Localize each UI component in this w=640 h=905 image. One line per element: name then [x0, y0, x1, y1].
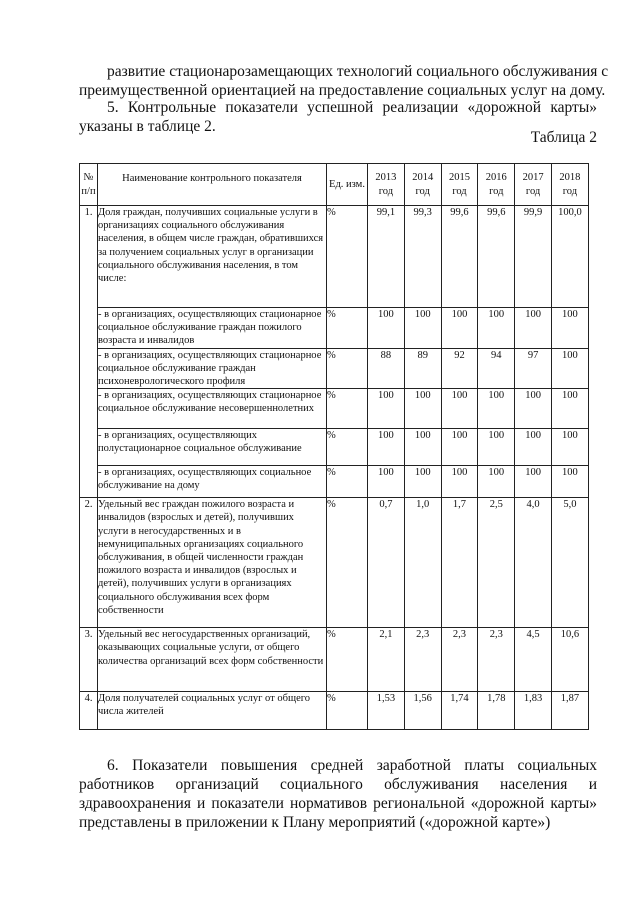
row-2-value-2013: 0,7: [368, 498, 405, 628]
table-header-row: [80, 164, 589, 206]
row-1-sub-1-unit: %: [327, 308, 368, 349]
section-5-paragraph: [79, 98, 597, 136]
row-1-sub-3-value-2014: 100: [404, 389, 441, 429]
row-3-value-2018: 10,6: [551, 628, 588, 692]
header-year-2014: 2014 год: [404, 164, 441, 206]
section-6-line-4: представлены в приложении к Плану мероприятий («дорожной карте»): [79, 814, 551, 831]
table-row-3: [80, 628, 589, 692]
row-1-sub-3-value-2017: 100: [515, 389, 552, 429]
table-row-2: [80, 498, 589, 628]
row-1-sub-1-value-2016: 100: [478, 308, 515, 349]
table-row-1-sub-5: [80, 466, 589, 498]
intro-line-1: развитие стационарозамещающих технологий социального обслуживания с: [107, 63, 609, 80]
table-row-1-sub-1: [80, 308, 589, 349]
row-2-value-2016: 2,5: [478, 498, 515, 628]
row-1-sub-3-value-2018: 100: [551, 389, 588, 429]
row-1-sub-5-value-2017: 100: [515, 466, 552, 498]
row-2-value-2017: 4,0: [515, 498, 552, 628]
row-1-sub-3-name: - в организациях, осуществляющих стационарное социальное обслуживание несовершеннолетних: [98, 389, 327, 429]
row-1-sub-5-unit: %: [327, 466, 368, 498]
row-2-unit: %: [327, 498, 368, 628]
header-name: Наименование контрольного показателя: [98, 164, 327, 206]
intro-paragraph: [79, 62, 609, 100]
row-2-num: 2.: [80, 498, 98, 628]
intro-line-2: преимущественной ориентацией на предоставление социальных услуг на дому.: [79, 82, 606, 99]
row-1-unit: %: [327, 206, 368, 308]
row-1-sub-4-name: - в организациях, осуществляющих полустационарное социальное обслуживание: [98, 429, 327, 466]
row-1-sub-2-name: - в организациях, осуществляющих стационарное социальное обслуживание граждан психоневрологического профиля: [98, 348, 327, 389]
table-row-1-sub-2: [80, 348, 589, 389]
row-4-value-2018: 1,87: [551, 692, 588, 730]
row-1-name: Доля граждан, получивших социальные услуги в организациях социального обслуживания населения, в общем числе граждан, обратившихся за получением социальных услуг в организации социального обслуживания населения, в том числе:: [98, 206, 327, 308]
row-2-value-2018: 5,0: [551, 498, 588, 628]
row-4-num: 4.: [80, 692, 98, 730]
section-6-line-1: 6. Показатели повышения средней заработной платы социальных: [107, 757, 597, 774]
row-1-sub-4-value-2014: 100: [404, 429, 441, 466]
row-1-sub-1-value-2015: 100: [441, 308, 478, 349]
row-3-num: 3.: [80, 628, 98, 692]
row-1-sub-4-unit: %: [327, 429, 368, 466]
row-4-value-2016: 1,78: [478, 692, 515, 730]
row-1-sub-4-value-2016: 100: [478, 429, 515, 466]
row-1-sub-2-value-2017: 97: [515, 348, 552, 389]
row-1-sub-5-value-2018: 100: [551, 466, 588, 498]
row-1-sub-2-value-2015: 92: [441, 348, 478, 389]
row-4-unit: %: [327, 692, 368, 730]
section-6-line-2: работников организаций социального обслуживания населения и: [79, 776, 597, 793]
row-1-num: 1.: [80, 206, 98, 498]
row-1-sub-3-value-2016: 100: [478, 389, 515, 429]
section-6-line-3: здравоохранения и показатели нормативов региональной «дорожной карты»: [79, 795, 597, 812]
row-1-sub-2-value-2016: 94: [478, 348, 515, 389]
row-1-sub-2-value-2014: 89: [404, 348, 441, 389]
row-2-value-2014: 1,0: [404, 498, 441, 628]
row-4-value-2017: 1,83: [515, 692, 552, 730]
row-1-sub-5-value-2015: 100: [441, 466, 478, 498]
table-caption: Таблица 2: [530, 129, 597, 146]
row-1-sub-1-value-2017: 100: [515, 308, 552, 349]
row-3-value-2017: 4,5: [515, 628, 552, 692]
header-year-2018: 2018 год: [551, 164, 588, 206]
row-1-sub-5-value-2014: 100: [404, 466, 441, 498]
row-4-name: Доля получателей социальных услуг от общего числа жителей: [98, 692, 327, 730]
row-1-sub-1-value-2013: 100: [368, 308, 405, 349]
row-2-name: Удельный вес граждан пожилого возраста и инвалидов (взрослых и детей), получивших услуги в негосударственных и в немуниципальных организациях социального обслуживания, в общей численности граждан пожилого возраста и инвалидов (взрослых и детей), получивших услуги в организациях социального обслуживания всех форм собственности: [98, 498, 327, 628]
row-1-sub-2-value-2013: 88: [368, 348, 405, 389]
row-1-sub-2-unit: %: [327, 348, 368, 389]
row-3-unit: %: [327, 628, 368, 692]
table-row-1-sub-4: [80, 429, 589, 466]
row-1-sub-4-value-2013: 100: [368, 429, 405, 466]
row-4-value-2015: 1,74: [441, 692, 478, 730]
row-1-sub-4-value-2018: 100: [551, 429, 588, 466]
row-1-sub-5-name: - в организациях, осуществляющих социальное обслуживание на дому: [98, 466, 327, 498]
row-3-value-2015: 2,3: [441, 628, 478, 692]
row-1-sub-1-value-2014: 100: [404, 308, 441, 349]
row-1-sub-3-unit: %: [327, 389, 368, 429]
row-3-value-2014: 2,3: [404, 628, 441, 692]
header-year-2016: 2016 год: [478, 164, 515, 206]
section-6-paragraph: [79, 756, 597, 832]
row-1-value-2014: 99,3: [404, 206, 441, 308]
row-1-value-2016: 99,6: [478, 206, 515, 308]
row-4-value-2014: 1,56: [404, 692, 441, 730]
header-year-2013: 2013 год: [368, 164, 405, 206]
header-unit: Ед. изм.: [327, 164, 368, 206]
row-1-sub-3-value-2013: 100: [368, 389, 405, 429]
row-1-sub-1-value-2018: 100: [551, 308, 588, 349]
table-row-1-sub-3: [80, 389, 589, 429]
row-1-sub-4-value-2017: 100: [515, 429, 552, 466]
header-year-2015: 2015 год: [441, 164, 478, 206]
table-row-1: [80, 206, 589, 308]
header-year-2017: 2017 год: [515, 164, 552, 206]
row-1-sub-2-value-2018: 100: [551, 348, 588, 389]
header-num: № п/п: [80, 164, 98, 206]
row-4-value-2013: 1,53: [368, 692, 405, 730]
row-1-value-2013: 99,1: [368, 206, 405, 308]
row-1-sub-5-value-2016: 100: [478, 466, 515, 498]
row-1-value-2018: 100,0: [551, 206, 588, 308]
table-row-4: [80, 692, 589, 730]
section-5-line-1: 5. Контрольные показатели успешной реализации «дорожной карты»: [107, 99, 597, 116]
row-1-sub-3-value-2015: 100: [441, 389, 478, 429]
indicators-table: [79, 163, 589, 730]
row-1-sub-5-value-2013: 100: [368, 466, 405, 498]
row-1-value-2017: 99,9: [515, 206, 552, 308]
row-2-value-2015: 1,7: [441, 498, 478, 628]
row-3-value-2013: 2,1: [368, 628, 405, 692]
row-1-sub-4-value-2015: 100: [441, 429, 478, 466]
row-1-sub-1-name: - в организациях, осуществляющих стационарное социальное обслуживание граждан пожилого возраста и инвалидов: [98, 308, 327, 349]
row-1-value-2015: 99,6: [441, 206, 478, 308]
row-3-value-2016: 2,3: [478, 628, 515, 692]
row-3-name: Удельный вес негосударственных организаций, оказывающих социальные услуги, от общего количества организаций всех форм собственности: [98, 628, 327, 692]
section-5-line-2: указаны в таблице 2.: [79, 118, 216, 135]
